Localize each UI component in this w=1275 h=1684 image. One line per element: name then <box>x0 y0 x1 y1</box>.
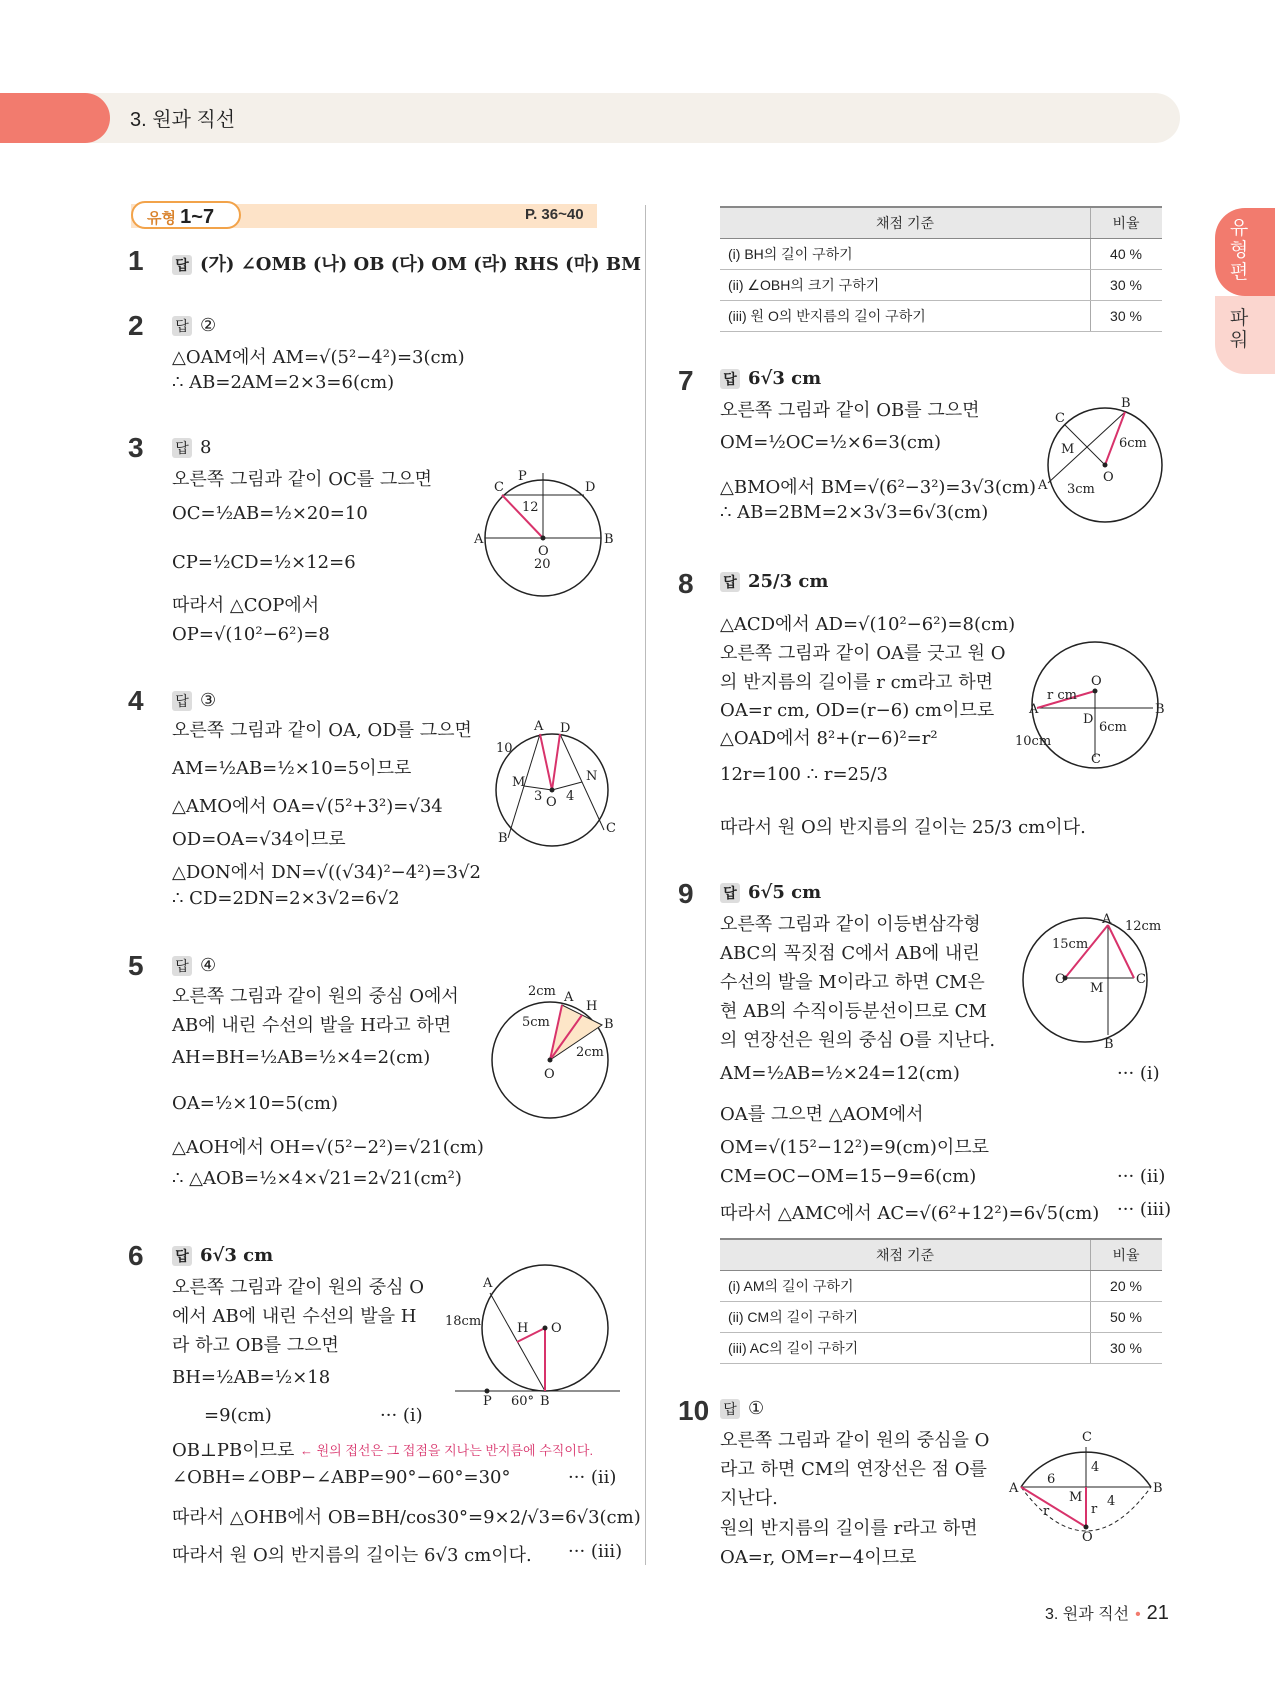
solution-line: OM=√(15²−12²)=9(cm)이므로 <box>720 1137 989 1158</box>
label-20: 20 <box>534 557 551 572</box>
solution-line: △ACD에서 AD=√(10²−6²)=8(cm) <box>720 614 1016 635</box>
label-a: A <box>1038 478 1048 493</box>
solution-line: OC=½AB=½×20=10 <box>172 503 368 524</box>
label-a: A <box>1029 702 1039 717</box>
table-cell: (iii) AC의 길이 구하기 <box>720 1333 1091 1364</box>
solution-line: AB에 내린 수선의 발을 H라고 하면 <box>172 1015 452 1036</box>
solution-line: 오른쪽 그림과 같이 OC를 그으면 <box>172 469 433 490</box>
solution-line: 라 하고 OB를 그으면 <box>172 1335 339 1356</box>
q9-figure <box>1010 912 1165 1052</box>
table-header-ratio: 비율 <box>1091 1239 1163 1271</box>
center-point <box>550 788 555 793</box>
solution-line: AM=½AB=½×24=12(cm) <box>720 1063 960 1084</box>
answer-badge: 답 <box>172 956 192 976</box>
label-12: 12 <box>522 500 539 515</box>
grading-table-1 <box>720 206 1162 332</box>
label-h: H <box>517 1321 529 1336</box>
label-c: C <box>494 480 504 495</box>
label-b: B <box>1121 396 1131 411</box>
table-cell: (ii) CM의 길이 구하기 <box>720 1302 1091 1333</box>
center-point <box>1093 689 1098 694</box>
center-point <box>541 536 546 541</box>
table-header-ratio: 비율 <box>1091 207 1163 239</box>
solution-line: 오른쪽 그림과 같이 OB를 그으면 <box>720 400 980 421</box>
label-12cm: 12cm <box>1125 919 1162 934</box>
question-number: 6 <box>128 1240 144 1271</box>
solution-line: 따라서 △AMC에서 AC=√(6²+12²)=6√5(cm) <box>720 1203 1100 1224</box>
solution-line: 오른쪽 그림과 같이 원의 중심 O <box>172 1277 425 1298</box>
label-o: O <box>1055 972 1066 987</box>
label-a: A <box>1102 912 1112 927</box>
table-row <box>720 1302 1162 1333</box>
label-d: D <box>560 721 571 736</box>
answer-badge: 답 <box>172 316 192 336</box>
q9-answer: 6√5 cm <box>748 882 822 903</box>
label-o: O <box>1103 470 1114 485</box>
label-2cm-b: 2cm <box>576 1045 604 1060</box>
q4-figure <box>490 718 620 848</box>
question-number: 10 <box>678 1395 710 1426</box>
solution-line: OA를 그으면 △AOM에서 <box>720 1104 924 1125</box>
label-h: H <box>586 999 598 1014</box>
center-point <box>548 1058 553 1063</box>
step-mark: ··· (i) <box>1117 1063 1160 1084</box>
tangent-note: ← 원의 접선은 그 접점을 지나는 반지름에 수직이다. <box>300 1443 594 1458</box>
solution-line: △OAD에서 8²+(r−6)²=r² <box>720 728 938 749</box>
solution-line: ∠OBH=∠OBP−∠ABP=90°−60°=30° <box>172 1467 511 1488</box>
solution-line: 원의 반지름의 길이를 r라고 하면 <box>720 1518 978 1539</box>
solution-line: 따라서 △COP에서 <box>172 595 320 616</box>
answer-line <box>172 315 216 336</box>
label-d: D <box>1083 712 1094 727</box>
answer-badge: 답 <box>720 572 740 592</box>
label-c: C <box>1136 972 1146 987</box>
label-6cm: 6cm <box>1119 436 1147 451</box>
solution-line: 오른쪽 그림과 같이 원의 중심 O에서 <box>172 986 459 1007</box>
chapter-header-accent <box>0 93 110 143</box>
label-3cm: 3cm <box>1067 482 1095 497</box>
label-10cm: 10cm <box>1015 734 1052 749</box>
solution-line: 수선의 발을 M이라고 하면 CM은 <box>720 972 985 993</box>
label-p: P <box>518 469 527 484</box>
solution-line: △BMO에서 BM=√(6²−3²)=3√3(cm) <box>720 477 1037 498</box>
label-o: O <box>544 1067 555 1082</box>
question-number: 3 <box>128 432 144 463</box>
label-d: D <box>585 480 596 495</box>
solution-line: 에서 AB에 내린 수선의 발을 H <box>172 1306 417 1327</box>
page-footer <box>1045 1601 1169 1625</box>
q5-answer: ④ <box>200 955 217 976</box>
solution-line: ∴ CD=2DN=2×3√2=6√2 <box>172 888 400 909</box>
side-tab-power-label: 파워 <box>1229 308 1249 351</box>
label-b: B <box>1104 1037 1114 1052</box>
type-range-pill <box>131 201 241 229</box>
solution-line: △AOH에서 OH=√(5²−2²)=√21(cm) <box>172 1137 484 1158</box>
label-15cm: 15cm <box>1052 937 1089 952</box>
label-c: C <box>1091 752 1101 767</box>
table-header-criteria: 채점 기준 <box>720 1239 1091 1271</box>
table-row <box>720 1333 1162 1364</box>
q3-figure <box>470 463 620 593</box>
solution-line: ∴ AB=2AM=2×3=6(cm) <box>172 372 395 393</box>
answer-line <box>172 250 641 276</box>
label-b: B <box>604 1017 614 1032</box>
label-c: C <box>1055 411 1065 426</box>
label-m: M <box>1061 442 1075 457</box>
q7-figure <box>1035 395 1165 525</box>
q10-answer: ① <box>748 1398 765 1419</box>
solution-line: ABC의 꼭짓점 C에서 AB에 내린 <box>720 943 980 964</box>
label-a: A <box>483 1276 493 1291</box>
q6-answer: 6√3 cm <box>200 1245 274 1266</box>
type-range: 1~7 <box>180 206 215 228</box>
q5-figure <box>490 980 625 1120</box>
solution-line: OP=√(10²−6²)=8 <box>172 624 330 645</box>
footer-chapter: 3. 원과 직선 <box>1045 1606 1130 1623</box>
q8-figure <box>1015 635 1165 770</box>
solution-line: 따라서 원 O의 반지름의 길이는 25/3 cm이다. <box>720 817 1086 838</box>
question-number: 7 <box>678 365 694 396</box>
solution-line: 오른쪽 그림과 같이 이등변삼각형 <box>720 914 981 935</box>
table-header-row <box>720 207 1162 239</box>
label-a: A <box>564 990 574 1005</box>
label-3: 3 <box>534 789 543 804</box>
solution-line: 오른쪽 그림과 같이 OA, OD를 그으면 <box>172 720 472 741</box>
table-row <box>720 301 1162 332</box>
table-row <box>720 239 1162 270</box>
table-cell: 20 % <box>1091 1271 1163 1302</box>
label-n: N <box>586 769 598 784</box>
table-cell: (i) BH의 길이 구하기 <box>720 239 1091 270</box>
solution-line: ∴ △AOB=½×4×√21=2√21(cm²) <box>172 1168 462 1189</box>
center-point <box>1103 463 1108 468</box>
label-5cm: 5cm <box>522 1015 550 1030</box>
grading-table-2 <box>720 1238 1162 1364</box>
label-c: C <box>1082 1430 1092 1445</box>
solution-line: 의 연장선은 원의 중심 O를 지난다. <box>720 1030 996 1051</box>
label-o: O <box>546 795 557 810</box>
solution-line: OM=½OC=½×6=3(cm) <box>720 432 942 453</box>
segment-oa <box>540 734 552 790</box>
table-cell: 30 % <box>1091 270 1163 301</box>
step-mark: ··· (i) <box>380 1405 423 1426</box>
answer-line <box>172 955 216 976</box>
chapter-title: 3. 원과 직선 <box>130 109 236 131</box>
label-b: B <box>540 1394 550 1409</box>
solution-line: △AMO에서 OA=√(5²+3²)=√34 <box>172 796 443 817</box>
step-mark: ··· (ii) <box>568 1467 617 1488</box>
table-cell: 50 % <box>1091 1302 1163 1333</box>
table-cell: (ii) ∠OBH의 크기 구하기 <box>720 270 1091 301</box>
answer-badge: 답 <box>172 255 192 275</box>
solution-line: △OAM에서 AM=√(5²−4²)=3(cm) <box>172 347 465 368</box>
label-a: A <box>534 719 544 734</box>
solution-line: 오른쪽 그림과 같이 OA를 긋고 원 O <box>720 643 1006 664</box>
solution-line: OD=OA=√34이므로 <box>172 829 346 850</box>
label-b: B <box>498 831 508 846</box>
q1-answer: (가) ∠OMB (나) OB (다) OM (라) RHS (마) BM <box>200 254 642 275</box>
answer-line <box>720 882 821 903</box>
label-b: B <box>1153 1481 1163 1496</box>
label-a: A <box>474 532 484 547</box>
side-tab-type-label: 유형편 <box>1229 218 1249 283</box>
solution-line: OB⊥PB이므로 <box>172 1440 295 1461</box>
q4-answer: ③ <box>200 690 217 711</box>
label-b: B <box>604 532 614 547</box>
question-number: 1 <box>128 245 144 276</box>
solution-line: △DON에서 DN=√((√34)²−4²)=3√2 <box>172 862 481 883</box>
label-o: O <box>1091 674 1102 689</box>
step-mark: ··· (iii) <box>1117 1199 1172 1220</box>
solution-line: 라고 하면 CM의 연장선은 점 O를 <box>720 1459 987 1480</box>
q2-answer: ② <box>200 315 217 336</box>
table-cell: (i) AM의 길이 구하기 <box>720 1271 1091 1302</box>
answer-line <box>172 690 216 711</box>
label-6cm: 6cm <box>1099 720 1127 735</box>
answer-badge: 답 <box>720 369 740 389</box>
center-point <box>543 1326 548 1331</box>
q3-answer: 8 <box>200 437 212 458</box>
q8-answer: 25/3 cm <box>748 571 829 592</box>
solution-line: 현 AB의 수직이등분선이므로 CM <box>720 1001 987 1022</box>
table-cell: (iii) 원 O의 반지름의 길이 구하기 <box>720 301 1091 332</box>
label-m: M <box>1069 1490 1083 1505</box>
label-18cm: 18cm <box>445 1314 482 1329</box>
label-o: O <box>538 544 549 559</box>
table-cell: 30 % <box>1091 1333 1163 1364</box>
solution-line: =9(cm) <box>204 1405 272 1426</box>
label-4-top: 4 <box>1091 1460 1100 1475</box>
label-6: 6 <box>1047 1472 1056 1487</box>
label-60: 60° <box>511 1394 535 1409</box>
label-r: r cm <box>1047 688 1077 703</box>
solution-line: AH=BH=½AB=½×4=2(cm) <box>172 1047 431 1068</box>
answer-badge: 답 <box>720 1399 740 1419</box>
type-label: 유형 <box>147 210 176 227</box>
table-header-criteria: 채점 기준 <box>720 207 1091 239</box>
question-number: 5 <box>128 950 144 981</box>
answer-line <box>172 1245 273 1266</box>
label-4: 4 <box>566 789 575 804</box>
answer-line <box>172 437 211 458</box>
solution-line: 따라서 △OHB에서 OB=BH/cos30°=9×2/√3=6√3(cm) <box>172 1507 641 1528</box>
solution-line: ∴ AB=2BM=2×3√3=6√3(cm) <box>720 502 989 523</box>
answer-line <box>720 571 828 592</box>
center-point <box>1084 1525 1089 1530</box>
solution-line: CM=OC−OM=15−9=6(cm) <box>720 1166 977 1187</box>
solution-line: OA=½×10=5(cm) <box>172 1093 338 1114</box>
label-o: O <box>551 1321 562 1336</box>
answer-badge: 답 <box>172 691 192 711</box>
solution-line: 따라서 원 O의 반지름의 길이는 6√3 cm이다. <box>172 1545 532 1566</box>
solution-line: CP=½CD=½×12=6 <box>172 552 356 573</box>
table-cell: 30 % <box>1091 301 1163 332</box>
solution-line: OA=r, OM=r−4이므로 <box>720 1547 917 1568</box>
solution-line: 12r=100 ∴ r=25/3 <box>720 764 888 785</box>
footer-dot: • <box>1135 1606 1141 1623</box>
label-o: O <box>1082 1530 1093 1545</box>
answer-badge: 답 <box>172 1246 192 1266</box>
segment-od <box>552 734 560 790</box>
question-number: 4 <box>128 685 144 716</box>
label-p: P <box>483 1394 492 1409</box>
solution-line: 지난다. <box>720 1488 778 1509</box>
solution-line: OA=r cm, OD=(r−6) cm이므로 <box>720 700 995 721</box>
label-c: C <box>606 821 616 836</box>
table-row <box>720 270 1162 301</box>
label-4-side: 4 <box>1107 1494 1116 1509</box>
step-mark: ··· (iii) <box>568 1541 623 1562</box>
solution-line: BH=½AB=½×18 <box>172 1367 331 1388</box>
table-header-row <box>720 1239 1162 1271</box>
table-cell: 40 % <box>1091 239 1163 270</box>
label-10: 10 <box>496 741 513 756</box>
column-divider <box>645 205 646 1565</box>
label-m: M <box>512 775 526 790</box>
solution-line: AM=½AB=½×10=5이므로 <box>172 758 412 779</box>
label-b: B <box>1155 702 1165 717</box>
label-2cm-a: 2cm <box>528 984 556 999</box>
label-r-center: r <box>1091 1502 1098 1517</box>
solution-line: 의 반지름의 길이를 r cm라고 하면 <box>720 672 994 693</box>
table-row <box>720 1271 1162 1302</box>
q7-answer: 6√3 cm <box>748 368 822 389</box>
step-mark: ··· (ii) <box>1117 1166 1166 1187</box>
label-m: M <box>1090 981 1104 996</box>
question-number: 2 <box>128 310 144 341</box>
question-number: 9 <box>678 878 694 909</box>
label-r-left: r <box>1043 1504 1050 1519</box>
answer-badge: 답 <box>172 438 192 458</box>
answer-badge: 답 <box>720 883 740 903</box>
answer-line <box>720 1398 764 1419</box>
q10-figure <box>1005 1425 1165 1545</box>
answer-line <box>720 368 821 389</box>
label-a: A <box>1009 1481 1019 1496</box>
q6-figure <box>445 1265 620 1409</box>
point-p <box>485 1389 490 1394</box>
solution-line: 오른쪽 그림과 같이 원의 중심을 O <box>720 1430 990 1451</box>
type-pages: P. 36~40 <box>525 206 584 223</box>
question-number: 8 <box>678 568 694 599</box>
page-number: 21 <box>1146 1602 1169 1624</box>
